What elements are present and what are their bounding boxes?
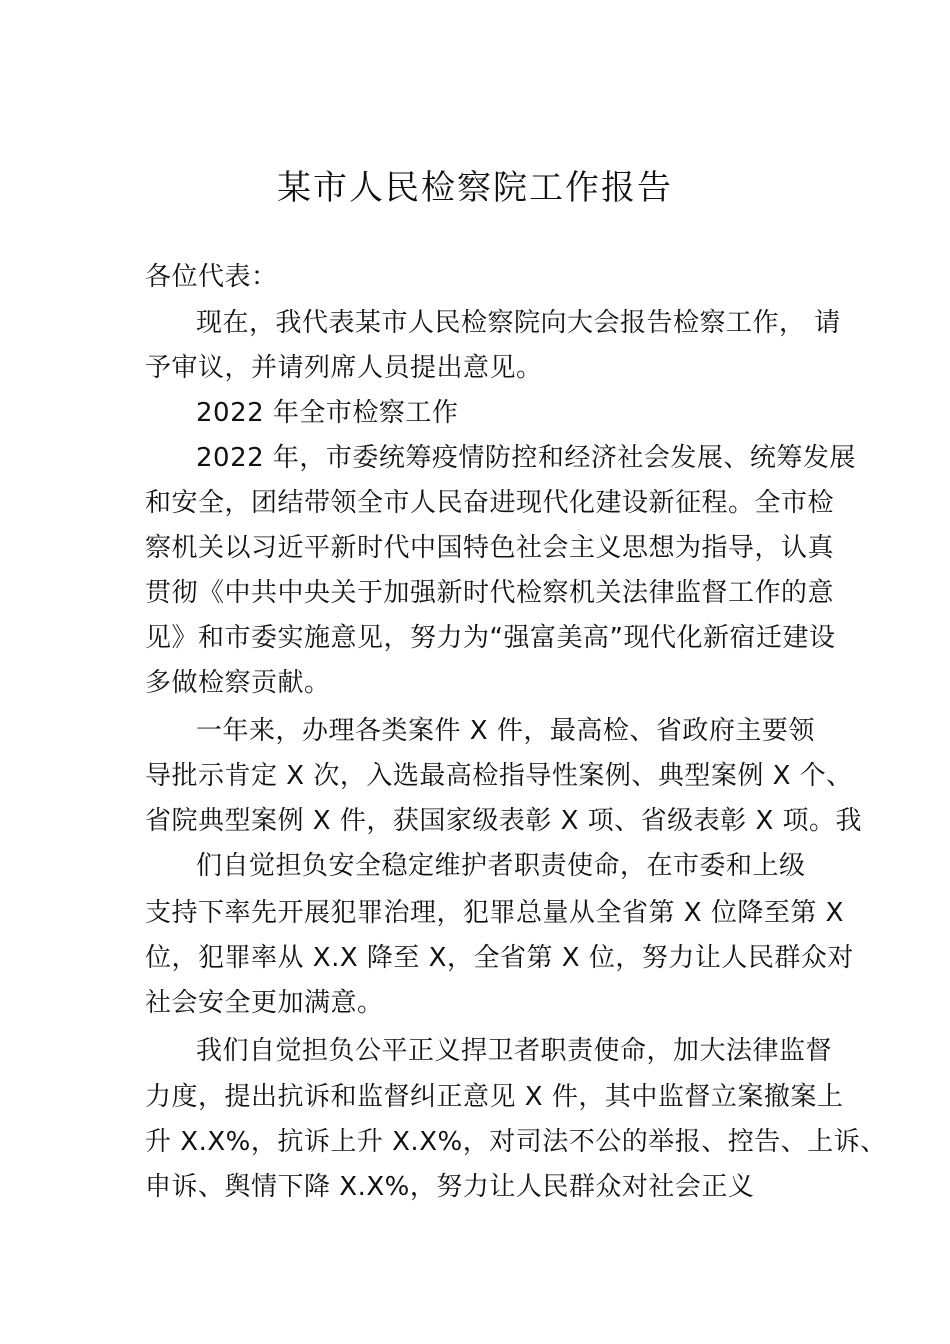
text-line: 见》和市委实施意见，努力为“强富美高”现代化新宿迁建设 xyxy=(145,623,836,653)
text-line: 一年来，办理各类案件 X 件，最高检、省政府主要领 xyxy=(196,716,815,746)
text-line: 力度，提出抗诉和监督纠正意见 X 件，其中监督立案撤案上 xyxy=(145,1082,844,1112)
text-line: 贯彻《中共中央关于加强新时代检察机关法律监督工作的意 xyxy=(145,578,835,608)
text-line: 位，犯罪率从 X.X 降至 X，全省第 X 位，努力让人民群众对 xyxy=(145,943,854,973)
text-line: 多做检察贡献。 xyxy=(145,668,331,698)
text-line: 2022 年，市委统筹疫情防控和经济社会发展、统筹发展 xyxy=(196,443,856,473)
text-line: 申诉、舆情下降 X.X%，努力让人民群众对社会正义 xyxy=(145,1172,755,1202)
text-line: 2022 年全市检察工作 xyxy=(196,398,459,428)
text-line: 升 X.X%，抗诉上升 X.X%，对司法不公的举报、控告、上诉、 xyxy=(145,1127,887,1157)
text-line: 社会安全更加满意。 xyxy=(145,988,384,1018)
text-line: 各位代表： xyxy=(145,262,278,292)
text-line: 予审议，并请列席人员提出意见。 xyxy=(145,353,543,383)
text-line: 察机关以习近平新时代中国特色社会主义思想为指导，认真 xyxy=(145,533,835,563)
text-line: 现在，我代表某市人民检察院向大会报告检察工作， 请 xyxy=(196,308,841,338)
text-line: 导批示肯定 X 次，入选最高检指导性案例、典型案例 X 个、 xyxy=(145,761,853,791)
document-title: 某市人民检察院工作报告 xyxy=(277,168,673,208)
text-line: 支持下率先开展犯罪治理，犯罪总量从全省第 X 位降至第 X xyxy=(145,898,844,928)
text-line: 我们自觉担负公平正义捍卫者职责使命，加大法律监督 xyxy=(196,1036,833,1066)
text-line: 省院典型案例 X 件，获国家级表彰 X 项、省级表彰 X 项。我 xyxy=(145,806,863,836)
text-line: 和安全，团结带领全市人民奋进现代化建设新征程。全市检 xyxy=(145,488,835,518)
text-line: 们自觉担负安全稳定维护者职责使命，在市委和上级 xyxy=(196,851,806,881)
